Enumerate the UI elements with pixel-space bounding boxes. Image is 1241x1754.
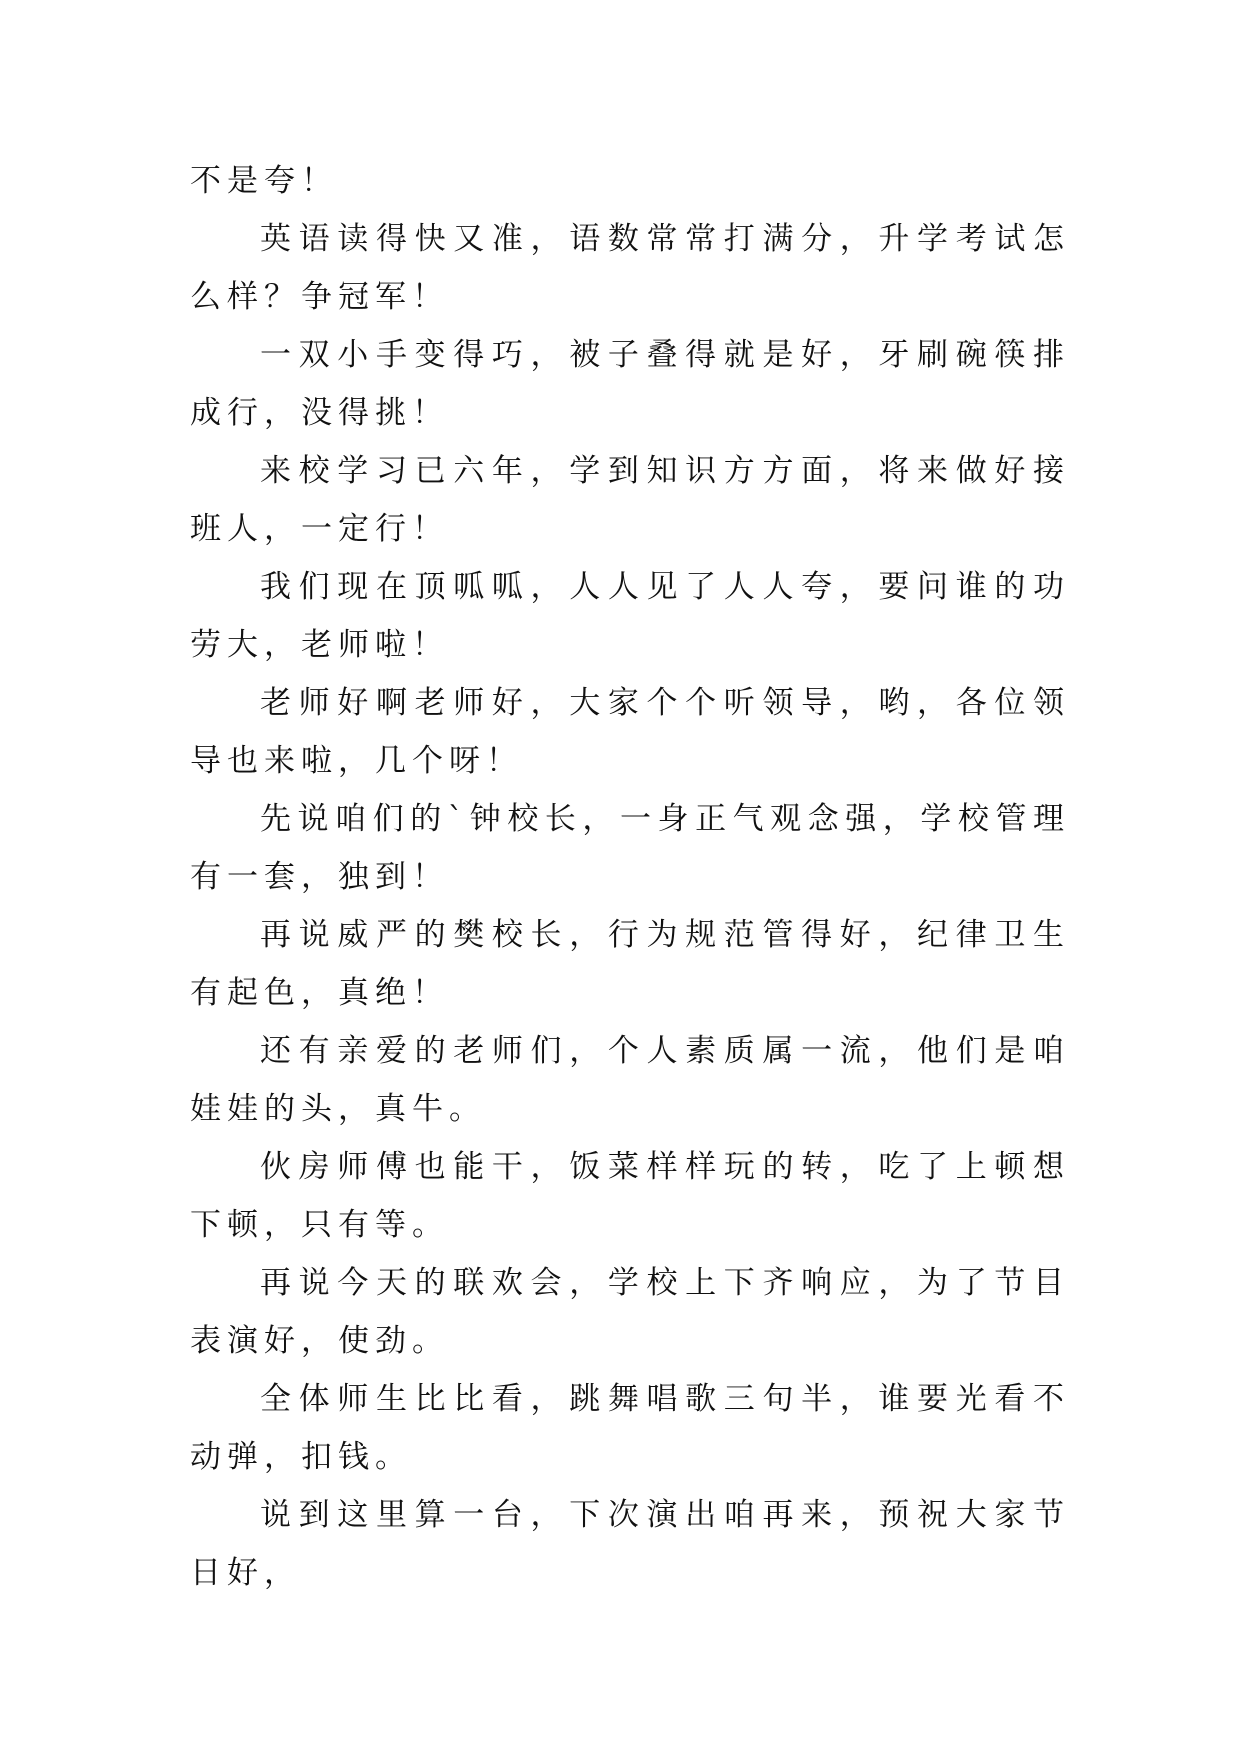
paragraph-7: 先说咱们的`钟校长，一身正气观念强，学校管理有一套，独到！	[190, 801, 1070, 895]
document-body	[190, 152, 1070, 1602]
paragraph-13: 说到这里算一台，下次演出咱再来，预祝大家节日好，	[190, 1497, 1070, 1591]
paragraph-5: 我们现在顶呱呱，人人见了人人夸，要问谁的功劳大，老师啦！	[190, 569, 1070, 663]
paragraph-9: 还有亲爱的老师们，个人素质属一流，他们是咱娃娃的头，真牛。	[190, 1033, 1070, 1127]
paragraph-3: 一双小手变得巧，被子叠得就是好，牙刷碗筷排成行，没得挑！	[190, 337, 1070, 431]
paragraph-2: 英语读得快又准，语数常常打满分，升学考试怎么样？争冠军！	[190, 221, 1070, 315]
paragraph-4: 来校学习已六年，学到知识方方面，将来做好接班人，一定行！	[190, 453, 1070, 547]
paragraph-6: 老师好啊老师好，大家个个听领导，哟，各位领导也来啦，几个呀！	[190, 685, 1070, 779]
paragraph-8: 再说威严的樊校长，行为规范管得好，纪律卫生有起色，真绝！	[190, 917, 1070, 1011]
paragraph-10: 伙房师傅也能干，饭菜样样玩的转，吃了上顿想下顿，只有等。	[190, 1149, 1070, 1243]
paragraph-11: 再说今天的联欢会，学校上下齐响应，为了节目表演好，使劲。	[190, 1265, 1070, 1359]
paragraph-1: 不是夸！	[190, 163, 338, 199]
paragraph-12: 全体师生比比看，跳舞唱歌三句半，谁要光看不动弹，扣钱。	[190, 1381, 1070, 1475]
